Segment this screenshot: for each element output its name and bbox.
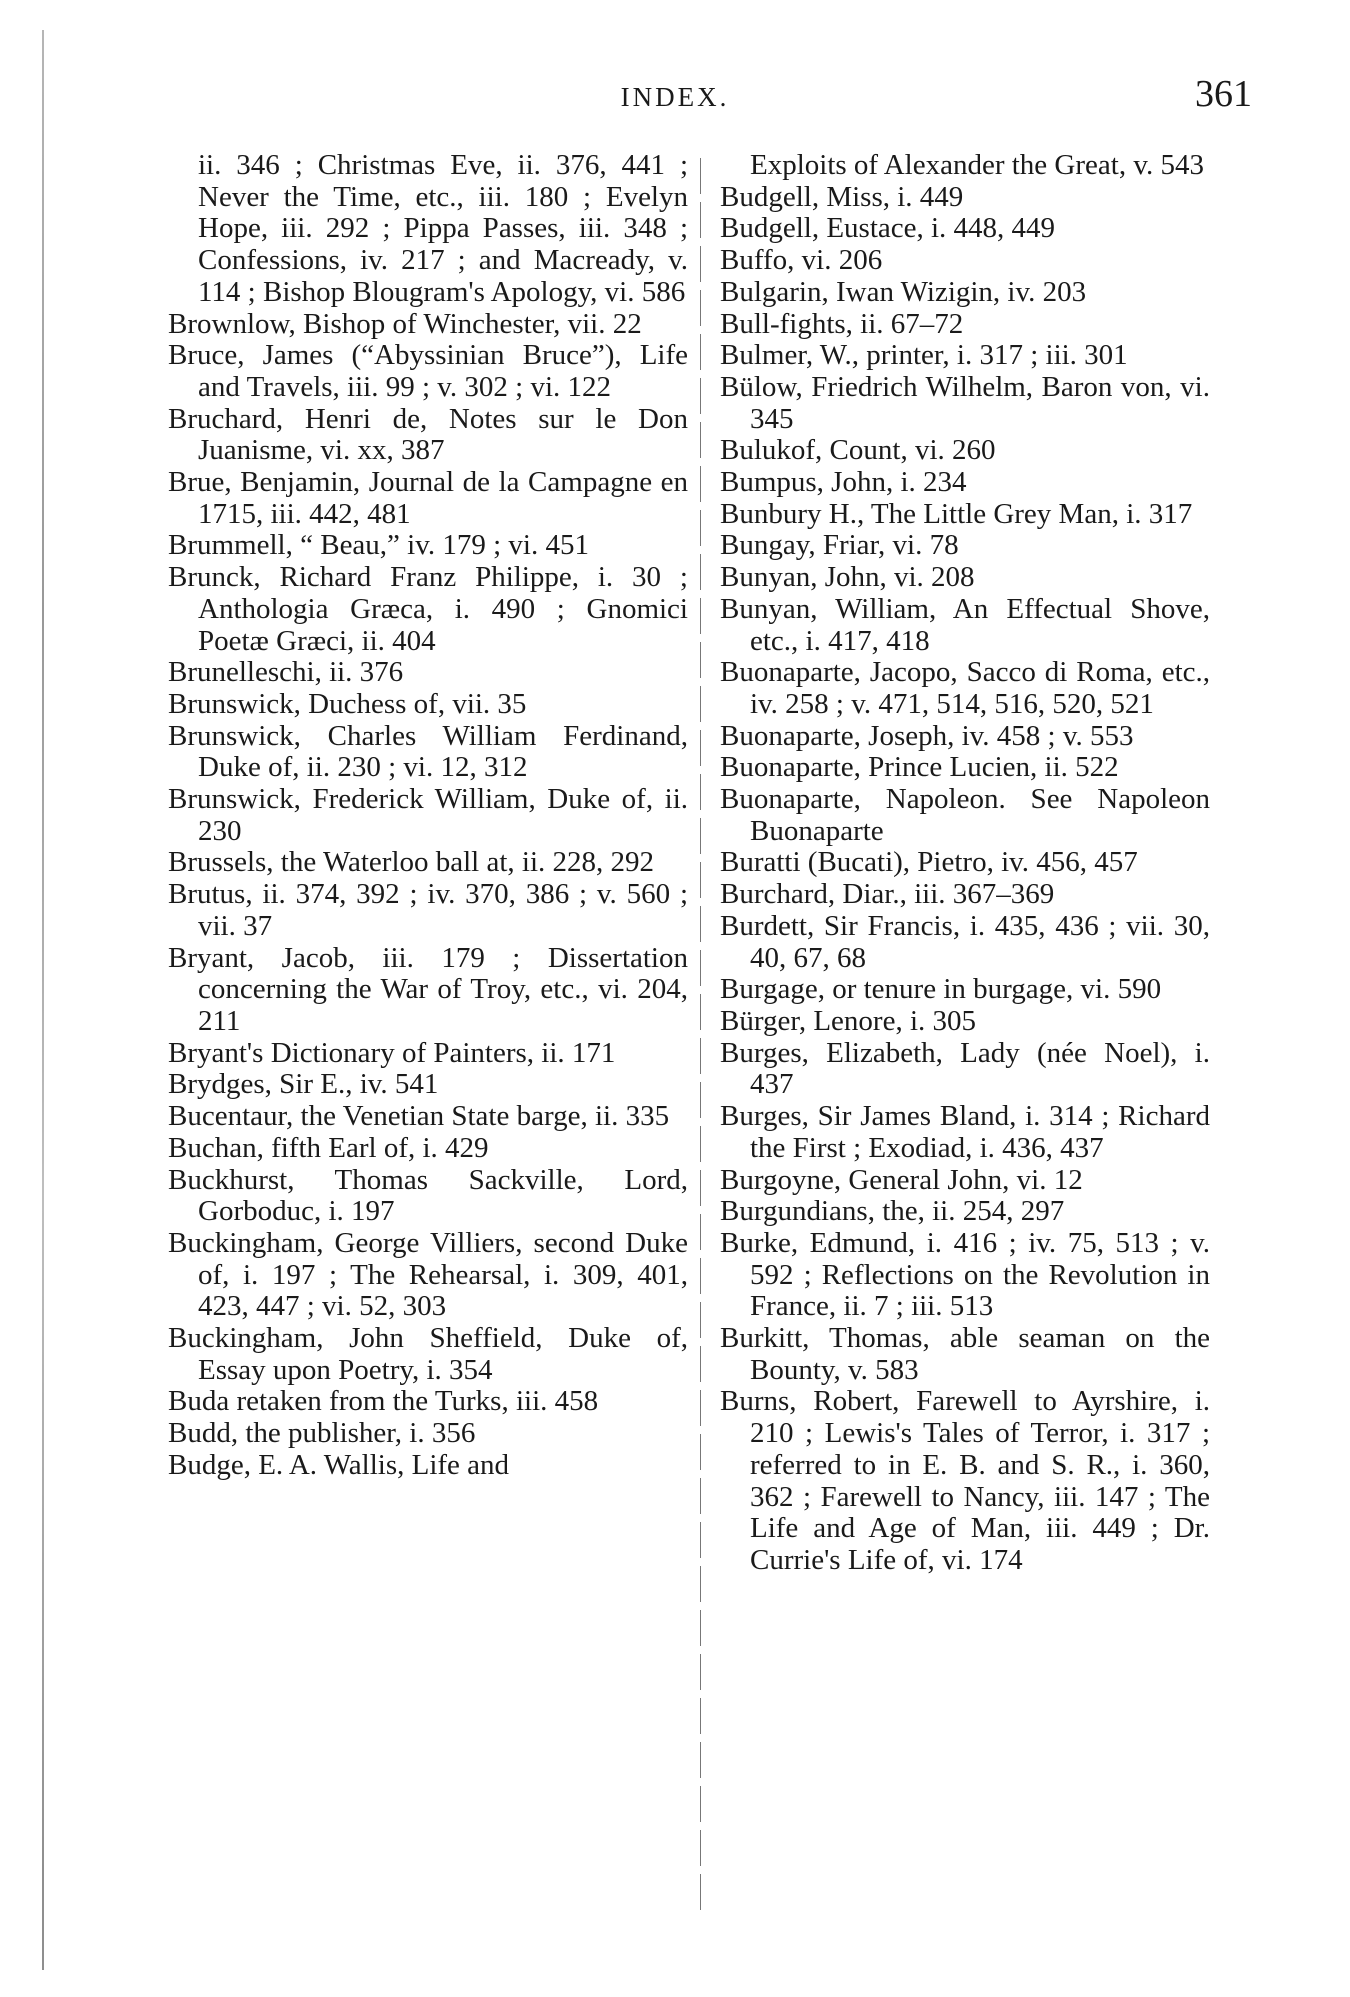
index-entry: Burges, Elizabeth, Lady (née Noel), i. 437 xyxy=(720,1036,1210,1101)
index-entry: Bruchard, Henri de, Notes sur le Don Juanisme, vi. xx, 387 xyxy=(168,402,688,467)
binding-edge xyxy=(42,30,44,1970)
index-entry: Brunswick, Duchess of, vii. 35 xyxy=(168,687,527,720)
index-entry: Brussels, the Waterloo ball at, ii. 228, 292 xyxy=(168,846,655,879)
index-entry: Brue, Benjamin, Journal de la Campagne en 1715, iii. 442, 481 xyxy=(168,466,688,530)
index-entry: Bruce, James (“Abyssinian Bruce”), Life and Travels, iii. 99 ; v. 302 ; vi. 122 xyxy=(168,339,688,403)
index-entry: Buda retaken from the Turks, iii. 458 xyxy=(168,1385,599,1418)
index-entry: Bumpus, John, i. 234 xyxy=(720,466,967,499)
column-divider xyxy=(700,158,701,1918)
index-entry: Bulukof, Count, vi. 260 xyxy=(720,434,996,467)
index-entry: Brunck, Richard Franz Philippe, i. 30 ; Anthologia Græca, i. 490 ; Gnomici Poetæ Græci, ii. 404 xyxy=(168,561,688,657)
index-entry: Brunswick, Charles William Ferdinand, Duke of, ii. 230 ; vi. 12, 312 xyxy=(168,719,688,784)
index-entry: Bunyan, William, An Effectual Shove, etc., i. 417, 418 xyxy=(720,592,1210,657)
index-entry: Brownlow, Bishop of Winchester, vii. 22 xyxy=(168,307,642,340)
index-entry: Bulmer, W., printer, i. 317 ; iii. 301 xyxy=(720,339,1128,372)
index-entry: Burdett, Sir Francis, i. 435, 436 ; vii. 30, 40, 67, 68 xyxy=(720,909,1210,974)
index-entry: Buffo, vi. 206 xyxy=(720,244,883,277)
index-entry: Budgell, Miss, i. 449 xyxy=(720,180,964,213)
index-entry: ii. 346 ; Christmas Eve, ii. 376, 441 ; Never the Time, etc., iii. 180 ; Evelyn Hope, iii. 292 ; Pippa Passes, iii. 348 ; Confessions, iv. 217 ; and Macready, v. 114 ; Bishop Blougram's Apology, vi. 586 xyxy=(198,149,688,308)
index-entry: Bunyan, John, vi. 208 xyxy=(720,561,975,594)
index-entry: Bürger, Lenore, i. 305 xyxy=(720,1004,977,1037)
index-entry: Burgage, or tenure in burgage, vi. 590 xyxy=(720,973,1162,1006)
index-column-right xyxy=(720,150,1210,1577)
index-entry: Burkitt, Thomas, able seaman on the Bounty, v. 583 xyxy=(720,1322,1210,1386)
running-header-title: INDEX. xyxy=(620,82,730,112)
index-entry: Buckingham, John Sheffield, Duke of, Essay upon Poetry, i. 354 xyxy=(168,1322,688,1386)
index-entry: Buonaparte, Jacopo, Sacco di Roma, etc., iv. 258 ; v. 471, 514, 516, 520, 521 xyxy=(720,656,1210,720)
index-entry: Bryant, Jacob, iii. 179 ; Dissertation concerning the War of Troy, etc., vi. 204, 211 xyxy=(168,941,688,1037)
index-entry: Buonaparte, Napoleon. See Napoleon Buonaparte xyxy=(720,783,1210,847)
index-entry: Brummell, “ Beau,” iv. 179 ; vi. 451 xyxy=(168,529,589,562)
index-entry: Brutus, ii. 374, 392 ; iv. 370, 386 ; v. 560 ; vii. 37 xyxy=(168,878,688,942)
index-entry: Buckhurst, Thomas Sackville, Lord, Gorboduc, i. 197 xyxy=(168,1163,688,1228)
page-number: 361 xyxy=(1195,73,1252,115)
index-entry: Burges, Sir James Bland, i. 314 ; Richard the First ; Exodiad, i. 436, 437 xyxy=(720,1100,1210,1164)
index-entry: Exploits of Alexander the Great, v. 543 xyxy=(750,149,1204,181)
index-entry: Bunbury H., The Little Grey Man, i. 317 xyxy=(720,497,1193,530)
index-entry: Budge, E. A. Wallis, Life and xyxy=(168,1448,510,1481)
index-entry: Burgoyne, General John, vi. 12 xyxy=(720,1163,1083,1196)
index-entry: Bülow, Friedrich Wilhelm, Baron von, vi. 345 xyxy=(720,370,1210,435)
index-entry: Buonaparte, Joseph, iv. 458 ; v. 553 xyxy=(720,719,1134,752)
index-entry: Bryant's Dictionary of Painters, ii. 171 xyxy=(168,1036,616,1069)
index-entry: Burchard, Diar., iii. 367–369 xyxy=(720,878,1055,911)
index-entry: Budgell, Eustace, i. 448, 449 xyxy=(720,212,1056,245)
index-entry: Bulgarin, Iwan Wizigin, iv. 203 xyxy=(720,275,1087,308)
index-entry: Burke, Edmund, i. 416 ; iv. 75, 513 ; v. 592 ; Reflections on the Revolution in France, ii. 7 ; iii. 513 xyxy=(720,1226,1210,1323)
index-entry: Bungay, Friar, vi. 78 xyxy=(720,529,959,562)
index-entry: Burgundians, the, ii. 254, 297 xyxy=(720,1195,1065,1228)
index-entry: Buckingham, George Villiers, second Duke of, i. 197 ; The Rehearsal, i. 309, 401, 423, 447 ; vi. 52, 303 xyxy=(168,1226,688,1323)
index-entry: Bull-fights, ii. 67–72 xyxy=(720,307,964,340)
index-entry: Buchan, fifth Earl of, i. 429 xyxy=(168,1131,489,1164)
index-entry: Brunelleschi, ii. 376 xyxy=(168,656,404,689)
index-entry: Buonaparte, Prince Lucien, ii. 522 xyxy=(720,751,1119,784)
index-column-left xyxy=(168,150,688,1482)
index-entry: Brydges, Sir E., iv. 541 xyxy=(168,1068,439,1101)
index-entry: Brunswick, Frederick William, Duke of, ii. 230 xyxy=(168,783,688,847)
index-entry: Burns, Robert, Farewell to Ayrshire, i. 210 ; Lewis's Tales of Terror, i. 317 ; referred to in E. B. and S. R., i. 360, 362 ; Farewell to Nancy, iii. 147 ; The Life and Age of Man, iii. 449 ; Dr. Currie's Life of, vi. 174 xyxy=(720,1385,1210,1576)
index-entry: Bucentaur, the Venetian State barge, ii. 335 xyxy=(168,1100,670,1133)
index-entry: Buratti (Bucati), Pietro, iv. 456, 457 xyxy=(720,846,1138,879)
index-entry: Budd, the publisher, i. 356 xyxy=(168,1417,476,1450)
